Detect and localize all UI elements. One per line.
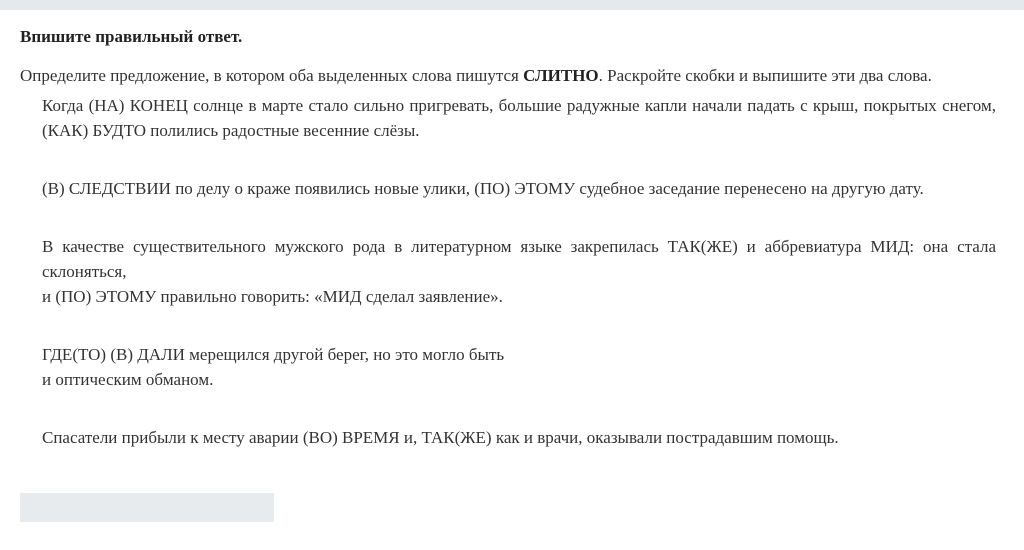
task-text-after: . Раскройте скобки и выпишите эти два слова. [598,66,932,85]
sentence-line: В качестве существительного мужского рода в литературном языке закрепилась ТАК(ЖЕ) и аббревиатура МИД: она стала склоняться, [42,237,996,281]
sentence-2 [42,176,996,201]
sentence-1 [42,93,996,143]
answer-input[interactable] [20,493,274,522]
sentence-3 [42,234,996,309]
instruction-heading: Впишите правильный ответ. [20,27,243,46]
top-bar [0,0,1024,10]
sentence-line: (В) СЛЕДСТВИИ по делу о краже появились новые улики, (ПО) ЭТОМУ судебное заседание перенесено на другую дату. [42,179,924,198]
task-text-before: Определите предложение, в котором оба выделенных слова пишутся [20,66,524,85]
task-text [20,65,996,87]
sentence-line: Спасатели прибыли к месту аварии (ВО) ВРЕМЯ и, ТАК(ЖЕ) как и врачи, оказывали пострадавшим помощь. [42,428,839,447]
sentence-5 [42,425,996,450]
question-content [20,26,996,483]
task-emphasis: СЛИТНО [523,66,599,85]
sentence-list [42,93,996,450]
sentence-line: и оптическим обманом. [42,370,214,389]
sentence-line: Когда (НА) КОНЕЦ солнце в марте стало сильно пригревать, большие радужные капли начали падать с крыш, покрытых снегом, (КАК) БУДТО полились радостные весенние слёзы. [42,96,996,140]
sentence-line: ГДЕ(ТО) (В) ДАЛИ мерещился другой берег, но это могло быть [42,345,505,364]
sentence-4 [42,342,996,392]
sentence-line: и (ПО) ЭТОМУ правильно говорить: «МИД сделал заявление». [42,287,503,306]
